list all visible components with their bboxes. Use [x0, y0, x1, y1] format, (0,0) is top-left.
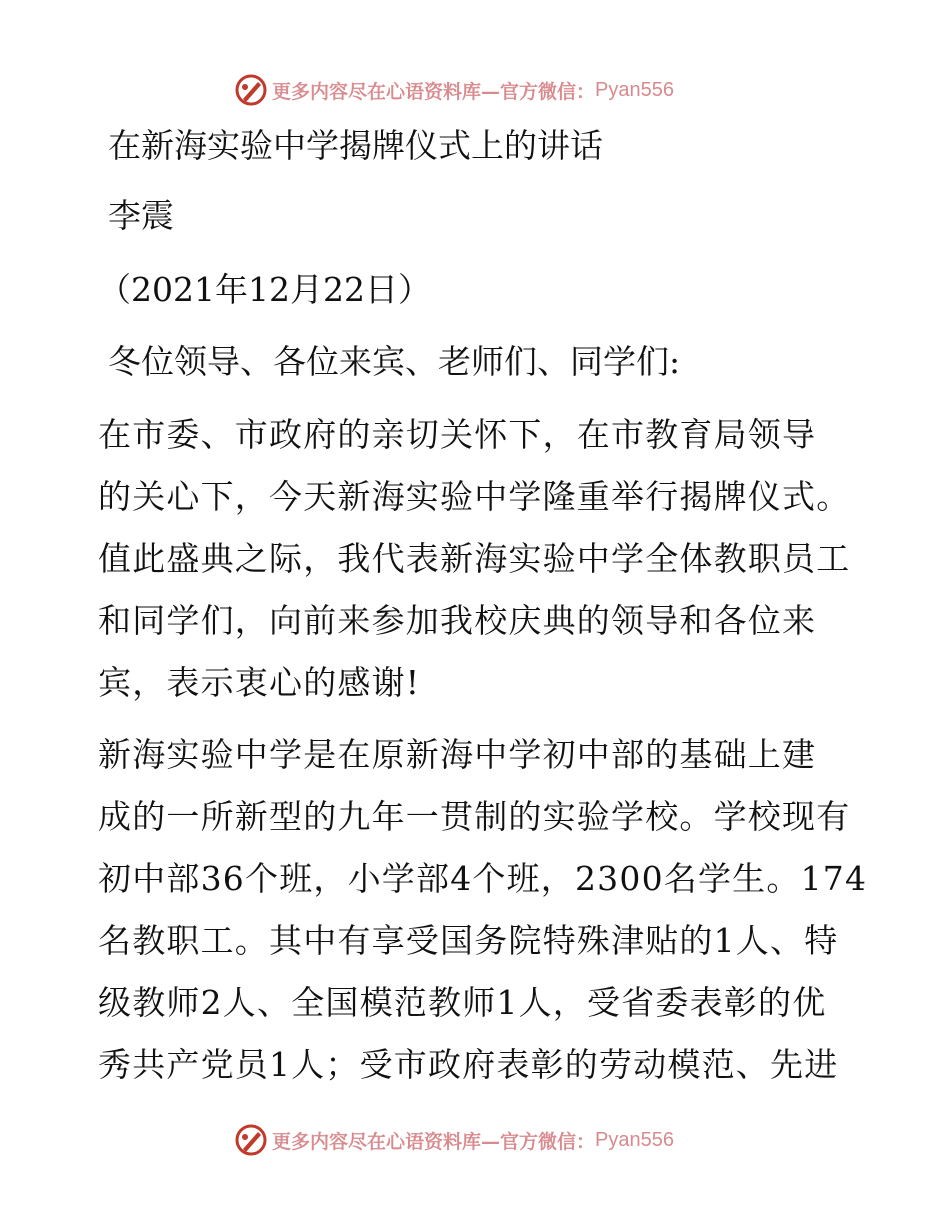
document-title: 在新海实验中学揭牌仪式上的讲话	[108, 126, 603, 165]
quill-logo-icon	[234, 73, 268, 107]
header-watermark	[234, 72, 674, 108]
paragraph-line: 级教师2人、全国模范教师1人，受省委表彰的优	[98, 983, 827, 1022]
paragraph-line: 成的一所新型的九年一贯制的实验学校。学校现有	[98, 797, 851, 836]
document-author: 李震	[108, 196, 174, 235]
paragraph-line: 宾，表示衷心的感谢!	[98, 663, 421, 702]
quill-logo-icon	[234, 1123, 268, 1157]
watermark-text: 更多内容尽在心语资料库—官方微信：	[272, 1130, 596, 1153]
watermark-brand: Pyan556	[595, 78, 674, 101]
paragraph-line: 初中部36个班，小学部4个班，2300名学生。174	[98, 859, 868, 898]
paragraph-line: 秀共产党员1人；受市政府表彰的劳动模范、先进	[98, 1045, 839, 1084]
paragraph-line: 名教职工。其中有享受国务院特殊津贴的1人、特	[98, 921, 839, 960]
salutation: 冬位领导、各位来宾、老师们、同学们:	[108, 342, 681, 381]
paragraph-line: 在市委、市政府的亲切关怀下，在市教育局领导	[98, 415, 817, 454]
paragraph-line: 的关心下，今天新海实验中学隆重举行揭牌仪式。	[98, 477, 851, 516]
document-date: （2021年12月22日）	[98, 270, 431, 309]
paragraph	[98, 724, 868, 1096]
paragraph-line: 新海实验中学是在原新海中学初中部的基础上建	[98, 735, 817, 774]
watermark-text: 更多内容尽在心语资料库—官方微信：	[272, 80, 596, 103]
footer-watermark	[234, 1122, 674, 1158]
paragraph	[98, 404, 858, 714]
document-body	[98, 124, 868, 1096]
watermark-brand: Pyan556	[595, 1128, 674, 1151]
paragraph-line: 和同学们，向前来参加我校庆典的领导和各位来	[98, 601, 817, 640]
paragraph-line: 值此盛典之际，我代表新海实验中学全体教职员工	[98, 539, 851, 578]
